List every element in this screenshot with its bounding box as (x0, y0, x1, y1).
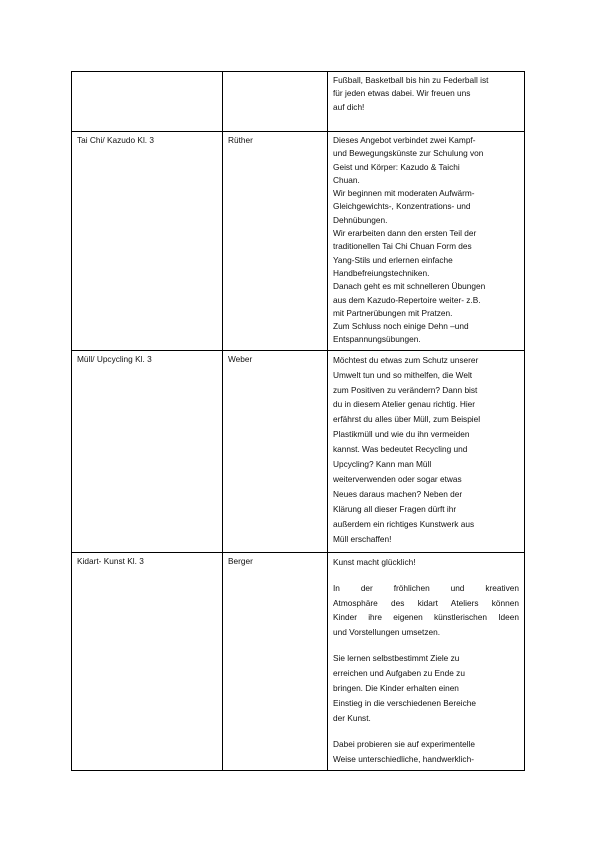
description-line: für jeden etwas dabei. Wir freuen uns (333, 88, 471, 99)
description-line: Sie lernen selbstbestimmt Ziele zu (333, 653, 460, 664)
description-line: du in diesem Atelier genau richtig. Hier (333, 399, 476, 410)
description-line: Müll erschaffen! (333, 533, 392, 544)
description-cell (328, 552, 525, 770)
table-row (72, 132, 525, 351)
description-line: Dabei probieren sie auf experimentelle (333, 738, 476, 749)
course-name-cell: Müll/ Upcycling Kl. 3 (72, 350, 223, 552)
description-line: Handbefreiungstechniken. (333, 267, 430, 278)
description-line: Chuan. (333, 174, 360, 185)
description-line: Wir erarbeiten dann den ersten Teil der (333, 228, 477, 239)
description-line: zum Positiven zu verändern? Dann bist (333, 384, 478, 395)
description-line: Möchtest du etwas zum Schutz unserer (333, 354, 479, 365)
description-line: kannst. Was bedeutet Recycling und (333, 444, 468, 455)
description-paragraph (333, 581, 519, 641)
table-row (72, 72, 525, 132)
description-line: erfährst du alles über Müll, zum Beispiel (333, 414, 481, 425)
description-line: traditionellen Tai Chi Chuan Form des (333, 241, 472, 252)
description-line: Zum Schluss noch einige Dehn –und (333, 321, 469, 332)
course-name-cell: Tai Chi/ Kazudo Kl. 3 (72, 132, 223, 351)
description-line: Dehnübungen. (333, 214, 388, 225)
table-row (72, 552, 525, 770)
description-line: außerdem ein richtiges Kunstwerk aus (333, 518, 475, 529)
description-line: aus dem Kazudo-Repertoire weiter- z.B. (333, 294, 481, 305)
description-line: Upcycling? Kann man Müll (333, 459, 432, 470)
description-line: und Bewegungskünste zur Schulung von (333, 148, 484, 159)
description-line: Wir beginnen mit moderaten Aufwärm- (333, 188, 475, 199)
description-paragraph (333, 555, 519, 570)
description-line: Umwelt tun und so mithelfen, die Welt (333, 369, 473, 380)
description-line: auf dich! (333, 101, 365, 112)
teacher-cell (223, 72, 328, 132)
description-line: Yang-Stils und erlernen einfache (333, 254, 453, 265)
description-line: Klärung all dieser Fragen dürft ihr (333, 503, 457, 514)
description-line: der Kunst. (333, 712, 371, 723)
description-line: mit Partnerübungen mit Pratzen. (333, 307, 453, 318)
description-line: erreichen und Aufgaben zu Ende zu (333, 668, 465, 679)
description-line: Fußball, Basketball bis hin zu Federball ist (333, 75, 489, 85)
description-line: und Vorstellungen umsetzen. (333, 627, 441, 638)
description-line: Kunst macht glücklich! (333, 556, 416, 567)
description-line: Atmosphäre des kidart Ateliers können (333, 597, 519, 608)
description-line: Dieses Angebot verbindet zwei Kampf- (333, 135, 476, 145)
course-name-cell (72, 72, 223, 132)
teacher-cell: Berger (223, 552, 328, 770)
description-line: Danach geht es mit schnelleren Übungen (333, 281, 486, 292)
course-table (71, 71, 525, 771)
description-cell (328, 132, 525, 351)
description-line: In der fröhlichen und kreativen (333, 582, 519, 593)
description-cell (328, 350, 525, 552)
description-line: weiterverwenden oder sogar etwas (333, 474, 462, 484)
description-paragraph (333, 651, 519, 726)
description-line: Weise unterschiedliche, handwerklich- (333, 753, 474, 764)
description-line: Plastikmüll und wie du ihn vermeiden (333, 429, 470, 440)
teacher-cell: Weber (223, 350, 328, 552)
description-paragraph (333, 737, 519, 767)
description-line: Entspannungsübungen. (333, 334, 421, 345)
description-line: Neues daraus machen? Neben der (333, 488, 463, 499)
description-cell (328, 72, 525, 132)
description-line: bringen. Die Kinder erhalten einen (333, 683, 459, 694)
description-line: Geist und Körper: Kazudo & Taichi (333, 161, 460, 172)
teacher-cell: Rüther (223, 132, 328, 351)
description-line: Einstieg in die verschiedenen Bereiche (333, 698, 476, 708)
table-row (72, 350, 525, 552)
course-name-cell: Kidart- Kunst Kl. 3 (72, 552, 223, 770)
description-line: Kinder ihre eigenen künstlerischen Ideen (333, 612, 519, 623)
description-line: Gleichgewichts-, Konzentrations- und (333, 201, 471, 212)
